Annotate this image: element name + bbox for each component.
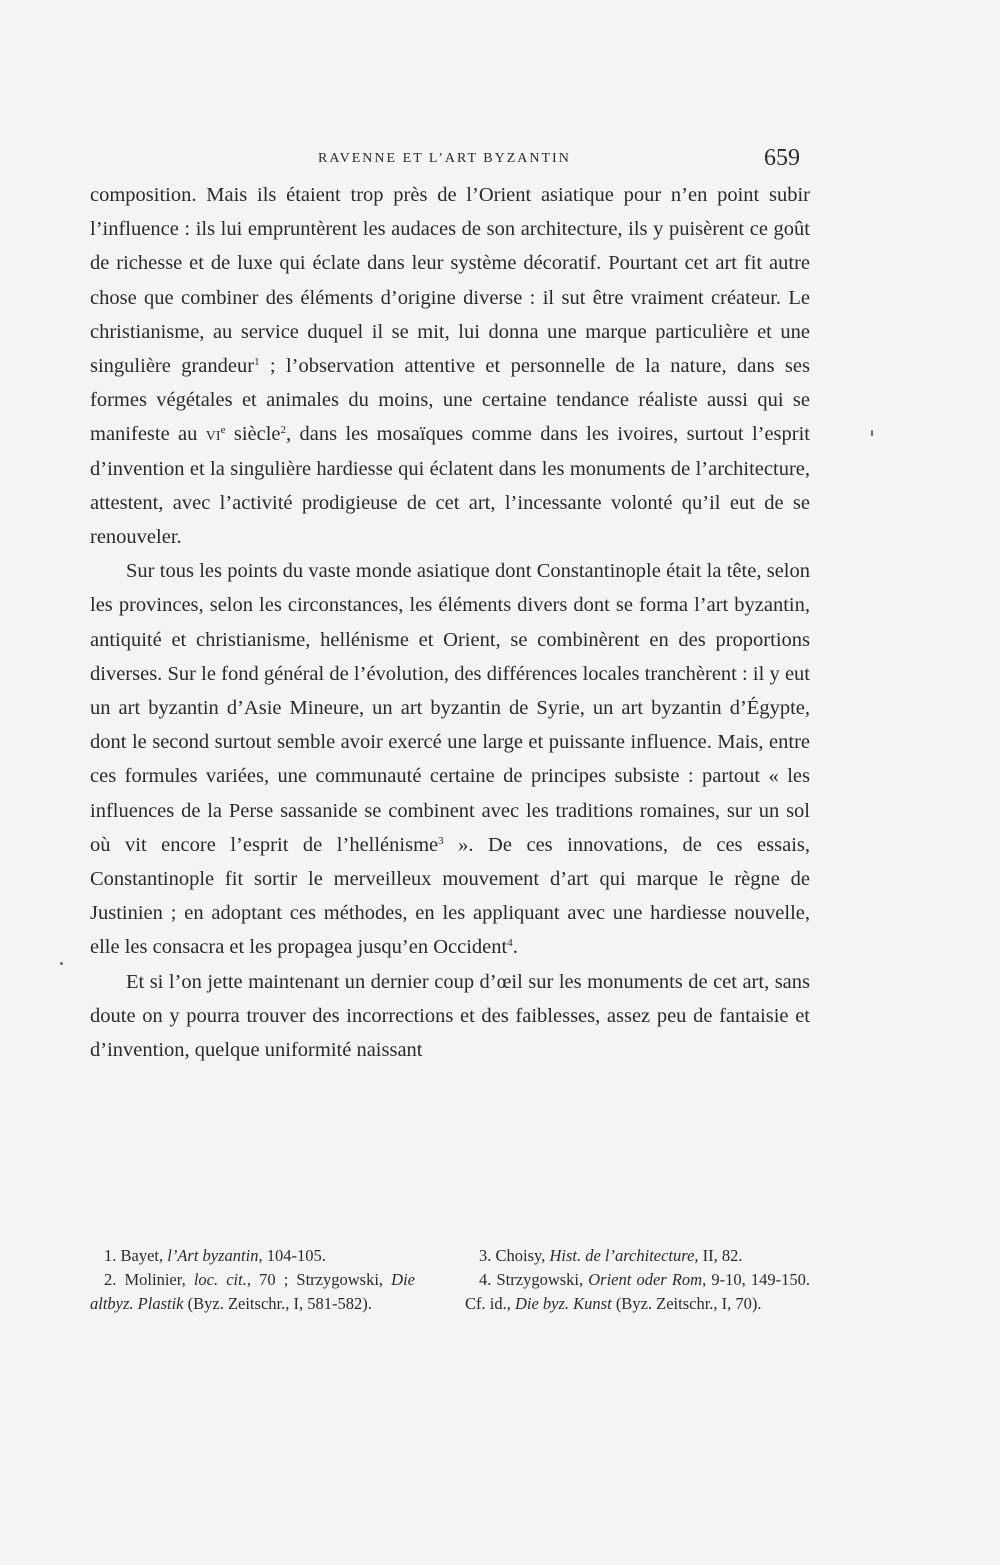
footnote-text: Bayet,: [116, 1246, 168, 1265]
page-number: 659: [764, 145, 800, 171]
text-run: Sur tous les points du vaste monde asiatique dont Constantinople était la tête, selon les provinces, selon les circonstances, les éléments divers dont se forma l’art byzantin, antiquité et christianisme, hellénisme et Orient, se combinèrent en des proportions diverses. Sur le fond général de l’évolution, des différences locales tranchèrent : il y eut un art byzantin d’Asie Mineure, un art byzantin de Syrie, un art byzantin d’Égypte, dont le second surtout semble avoir exercé une large et puissante influence. Mais, entre ces formules variées, une communauté certaine de principes subsiste : partout « les influences de la Perse sassanide se combinent avec les traditions romaines, sur un sol où vit encore l’esprit de l’hellénisme: [90, 560, 810, 856]
footnote-text: Choisy,: [491, 1246, 550, 1265]
footnote-title: l’Art byzantin: [167, 1246, 259, 1265]
text-run: ». De ces innovations, de ces essais, Constantinople fit sortir le merveilleux mouvement d’art qui marque le règne de Justinien ; en adoptant ces méthodes, en les appliquant avec une hardiesse nouvelle, elle les consacra et les propagea jusqu’en Occident: [90, 833, 810, 959]
footnote-ref-2: 2: [280, 424, 287, 437]
footnote-title: Hist. de l’architecture: [549, 1246, 695, 1265]
footnote-title: Die altbyz. Plastik: [90, 1270, 415, 1313]
paragraph-2: [90, 554, 810, 964]
paper-speck: [871, 430, 873, 436]
text-run: composition. Mais ils étaient trop près de l’Orient asiatique pour n’en point subir l’influence : ils lui empruntèrent les audaces de son architecture, ils y puisèrent ce goût de richesse et de luxe qui éclate dans leur système décoratif. Pourtant cet art fit autre chose que combiner des éléments d’origine diverse : il sut être vraiment créateur. Le christianisme, au service duquel il se mit, lui donna une marque particulière et une singulière grandeur: [90, 184, 810, 378]
text-run: siècle: [225, 423, 281, 446]
footnote-text: (Byz. Zeitschr., I, 70).: [611, 1294, 762, 1313]
footnote-number: 2.: [104, 1270, 117, 1289]
footnote-number: 1.: [104, 1246, 117, 1265]
footnotes-left-column: [90, 1244, 415, 1316]
footnote-text: (Byz. Zeitschr., I, 581-582).: [183, 1294, 372, 1313]
footnote-number: 4.: [479, 1270, 492, 1289]
footnote-text: , 9-10, 149-150. Cf. id.,: [465, 1270, 810, 1313]
footnote-ref-1: 1: [254, 356, 260, 369]
footnote-3: [465, 1244, 810, 1268]
footnote-text: , 70 ; Strzygowski,: [246, 1270, 392, 1289]
footnote-text: , II, 82.: [694, 1246, 743, 1265]
footnotes: [90, 1244, 810, 1316]
century-numeral: vi: [205, 423, 221, 446]
footnote-title: Die byz. Kunst: [514, 1294, 612, 1313]
footnote-text: , 104-105.: [258, 1246, 326, 1265]
paragraph-3: [90, 965, 810, 1068]
footnote-title: Orient oder Rom: [588, 1270, 703, 1289]
running-head: RAVENNE ET L’ART BYZANTIN: [318, 151, 571, 166]
text-run: Et si l’on jette maintenant un dernier coup d’œil sur les monuments de cet art, sans doute on y pourra trouver des incorrections et des faiblesses, assez peu de fantaisie et d’invention, quelque uniformité naissant: [90, 970, 810, 1062]
footnotes-right-column: [465, 1244, 810, 1316]
footnote-4: [465, 1268, 810, 1316]
footnote-title: loc. cit.: [193, 1270, 247, 1289]
text-run: ; l’observation attentive et personnelle de la nature, dans ses formes végétales et animales du moins, une certaine tendance réaliste aussi qui se manifeste au: [90, 355, 810, 446]
footnote-1: [90, 1244, 415, 1268]
footnote-ref-4: 4: [507, 937, 513, 950]
paragraph-1: [90, 178, 810, 554]
footnote-2: [90, 1268, 415, 1316]
footnote-ref-3: 3: [438, 834, 444, 847]
footnote-text: Molinier,: [116, 1270, 194, 1289]
paper-speck: [60, 962, 63, 965]
footnote-number: 3.: [479, 1246, 492, 1265]
footnote-text: Strzygowski,: [491, 1270, 589, 1289]
main-text: [90, 178, 810, 1067]
text-run: .: [512, 936, 518, 959]
text-run: , dans les mosaïques comme dans les ivoires, surtout l’esprit d’invention et la singulière hardiesse qui éclatent dans les monuments de l’architecture, attestent, avec l’activité prodigieuse de cet art, l’incessante volonté qu’il eut de se renouveler.: [90, 423, 811, 549]
century-suffix: e: [220, 424, 226, 437]
